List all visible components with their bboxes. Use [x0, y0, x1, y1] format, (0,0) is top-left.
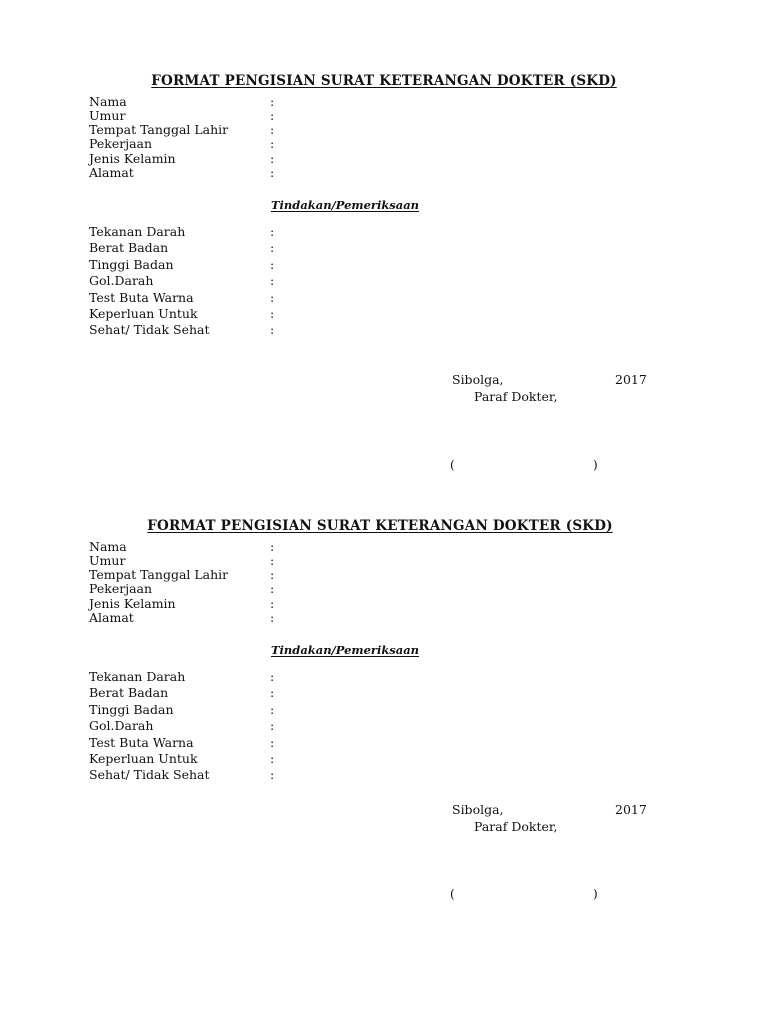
field-berat-badan	[89, 241, 389, 255]
field-keperluan-untuk	[89, 752, 389, 766]
field-colon: :	[270, 151, 275, 166]
field-label: Alamat	[89, 165, 134, 180]
field-colon: :	[270, 165, 275, 180]
field-colon: :	[270, 702, 275, 717]
signature-bracket-open: (	[450, 458, 455, 472]
field-label: Test Buta Warna	[89, 290, 194, 305]
signature-paraf-label: Paraf Dokter,	[474, 389, 558, 404]
field-label: Keperluan Untuk	[89, 751, 198, 766]
field-colon: :	[270, 240, 275, 255]
field-label: Keperluan Untuk	[89, 306, 198, 321]
field-tekanan-darah	[89, 670, 389, 684]
field-colon: :	[270, 539, 275, 554]
signature-year: 2017	[615, 802, 647, 817]
field-sehat-tidak-sehat	[89, 323, 389, 337]
field-alamat	[89, 611, 389, 625]
field-colon: :	[270, 735, 275, 750]
field-colon: :	[270, 718, 275, 733]
signature-bracket-close: )	[593, 887, 598, 901]
field-label: Gol.Darah	[89, 718, 154, 733]
field-tempat-tanggal-lahir	[89, 123, 389, 137]
field-pekerjaan	[89, 582, 389, 596]
section-heading: Tindakan/Pemeriksaan	[271, 643, 420, 657]
skd-form-1	[0, 0, 768, 472]
field-tinggi-badan	[89, 258, 389, 272]
field-label: Tempat Tanggal Lahir	[89, 567, 229, 582]
form-title: FORMAT PENGISIAN SURAT KETERANGAN DOKTER (SKD)	[151, 73, 617, 89]
field-label: Alamat	[89, 610, 134, 625]
field-colon: :	[270, 610, 275, 625]
field-colon: :	[270, 751, 275, 766]
field-colon: :	[270, 596, 275, 611]
field-jenis-kelamin	[89, 152, 389, 166]
field-colon: :	[270, 767, 275, 782]
field-colon: :	[270, 322, 275, 337]
field-label: Pekerjaan	[89, 136, 153, 151]
field-colon: :	[270, 108, 275, 123]
field-label: Umur	[89, 553, 126, 568]
field-label: Test Buta Warna	[89, 735, 194, 750]
field-colon: :	[270, 94, 275, 109]
field-label: Tinggi Badan	[89, 257, 174, 272]
field-colon: :	[270, 122, 275, 137]
field-colon: :	[270, 567, 275, 582]
field-label: Nama	[89, 539, 127, 554]
field-colon: :	[270, 290, 275, 305]
field-label: Tempat Tanggal Lahir	[89, 122, 229, 137]
field-label: Jenis Kelamin	[89, 596, 176, 611]
field-label: Gol.Darah	[89, 273, 154, 288]
field-colon: :	[270, 306, 275, 321]
field-umur	[89, 109, 389, 123]
signature-year: 2017	[615, 372, 647, 387]
field-label: Tekanan Darah	[89, 224, 186, 239]
field-berat-badan	[89, 686, 389, 700]
field-colon: :	[270, 257, 275, 272]
field-alamat	[89, 166, 389, 180]
field-tinggi-badan	[89, 703, 389, 717]
signature-bracket-open: (	[450, 887, 455, 901]
field-nama	[89, 540, 389, 554]
field-colon: :	[270, 273, 275, 288]
form-title: FORMAT PENGISIAN SURAT KETERANGAN DOKTER (SKD)	[147, 518, 613, 534]
field-colon: :	[270, 553, 275, 568]
field-test-buta-warna	[89, 291, 389, 305]
field-label: Umur	[89, 108, 126, 123]
field-keperluan-untuk	[89, 307, 389, 321]
field-label: Berat Badan	[89, 240, 169, 255]
field-colon: :	[270, 685, 275, 700]
field-tempat-tanggal-lahir	[89, 568, 389, 582]
field-label: Jenis Kelamin	[89, 151, 176, 166]
field-sehat-tidak-sehat	[89, 768, 389, 782]
signature-bracket-close: )	[593, 458, 598, 472]
field-test-buta-warna	[89, 736, 389, 750]
field-jenis-kelamin	[89, 597, 389, 611]
field-umur	[89, 554, 389, 568]
field-gol-darah	[89, 719, 389, 733]
field-label: Sehat/ Tidak Sehat	[89, 322, 210, 337]
field-gol-darah	[89, 274, 389, 288]
field-nama	[89, 95, 389, 109]
field-label: Tinggi Badan	[89, 702, 174, 717]
field-pekerjaan	[89, 137, 389, 151]
field-colon: :	[270, 224, 275, 239]
signature-place: Sibolga,	[452, 802, 504, 817]
section-heading: Tindakan/Pemeriksaan	[271, 198, 420, 212]
skd-form-2	[0, 445, 768, 901]
field-label: Berat Badan	[89, 685, 169, 700]
field-colon: :	[270, 581, 275, 596]
field-colon: :	[270, 136, 275, 151]
field-colon: :	[270, 669, 275, 684]
field-label: Nama	[89, 94, 127, 109]
field-tekanan-darah	[89, 225, 389, 239]
signature-paraf-label: Paraf Dokter,	[474, 819, 558, 834]
field-label: Sehat/ Tidak Sehat	[89, 767, 210, 782]
field-label: Tekanan Darah	[89, 669, 186, 684]
signature-place: Sibolga,	[452, 372, 504, 387]
field-label: Pekerjaan	[89, 581, 153, 596]
